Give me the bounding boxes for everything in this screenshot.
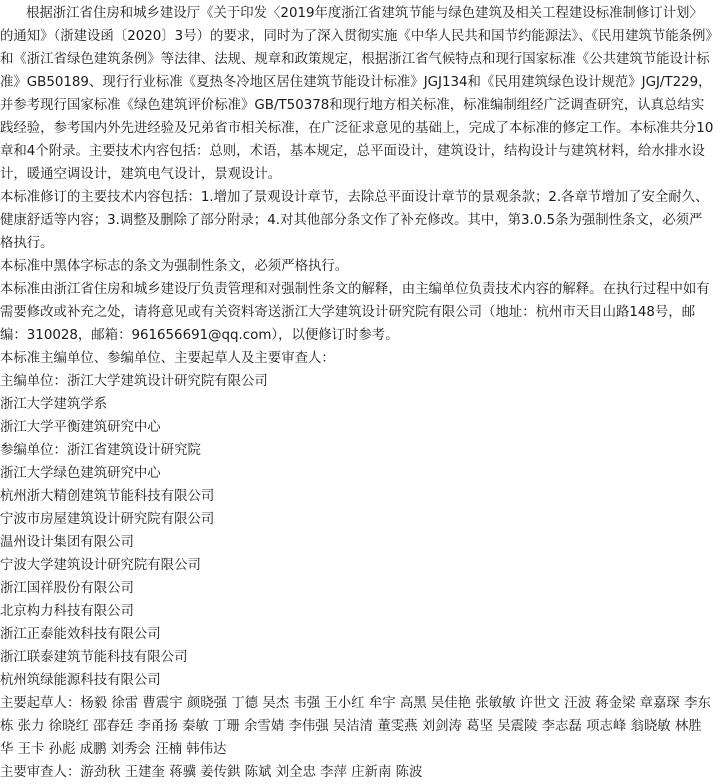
unit-line: 参编单位：浙江省建筑设计研究院 [0, 443, 201, 458]
unit-line: 温州设计集团有限公司 [0, 535, 134, 550]
reviewers-paragraph: 主要审查人：游劲秋 王建奎 蒋骥 姜传鉷 陈斌 刘全忠 李萍 庄新南 陈波 [0, 765, 423, 780]
unit-line: 浙江国祥股份有限公司 [0, 581, 134, 596]
management-paragraph: 本标准由浙江省住房和城乡建设厅负责管理和对强制性条文的解释，由主编单位负责技术内容的解释。在执行过程中如有需要修改或补充之处，请将意见或有关资料寄送浙江大学建筑设计研究院有限公司（地址：杭州市天目山路148号，邮编：310028，邮箱：961656691@qq.com），以便修订时参考。 [0, 282, 710, 343]
unit-line: 浙江大学建筑学系 [0, 397, 108, 412]
unit-line: 浙江正泰能效科技有限公司 [0, 627, 161, 642]
preface-paragraph: 根据浙江省住房和城乡建设厅《关于印发〈2019年度浙江省建筑节能与绿色建筑及相关工程建设标准制修订计划〉的通知》（浙建设函〔2020〕3号）的要求，同时为了深入贯彻实施《中华人民共和国节约能源法》、《民用建筑节能条例》和《浙江省绿色建筑条例》等法律、法规、规章和政策规定，根据浙江省气候特点和现行国家标准《公共建筑节能设计标准》GB50189、现行行业标准《夏热冬冷地区居住建筑节能设计标准》JGJ134和《民用建筑绿色设计规范》JGJ/T229，并参考现行国家标准《绿色建筑评价标准》GB/T50378和现行地方相关标准，标准编制组经广泛调查研究，认真总结实践经验，参考国内外先进经验及兄弟省市相关标准，在广泛征求意见的基础上，完成了本标准的修定工作。本标准共分10章和4个附录。主要技术内容包括：总则，术语，基本规定，总平面设计，建筑设计，结构设计与建筑材料，给水排水设计，暖通空调设计，建筑电气设计，景观设计。 [0, 6, 714, 182]
unit-line: 宁波市房屋建筑设计研究院有限公司 [0, 512, 215, 527]
unit-line: 杭州浙大精创建筑节能科技有限公司 [0, 489, 215, 504]
unit-line: 主编单位：浙江大学建筑设计研究院有限公司 [0, 374, 268, 389]
unit-line: 北京构力科技有限公司 [0, 604, 134, 619]
unit-line: 浙江大学平衡建筑研究中心 [0, 420, 161, 435]
unit-line: 宁波大学建筑设计研究院有限公司 [0, 558, 201, 573]
unit-list [0, 370, 714, 692]
revision-paragraph: 本标准修订的主要技术内容包括：1.增加了景观设计章节，去除总平面设计章节的景观条款；2.各章节增加了安全耐久、健康舒适等内容；3.调整及删除了部分附录；4.对其他部分条文作了补充修改。其中，第3.0.5条为强制性条文，必须严格执行。 [0, 190, 709, 251]
drafters-paragraph: 主要起草人：杨毅 徐雷 曹震宇 颜晓强 丁德 吴杰 韦强 王小红 牟宇 高黑 吴佳艳 张敏敏 许世文 汪波 蒋金梁 章嘉琛 李东栋 张力 徐晓红 邵春廷 李甬扬 秦敏 丁珊 余雪婧 李伟强 吴洁清 董雯燕 刘剑涛 葛坚 吴震陵 李志磊 项志峰 翁晓敏 林胜华 王卡 孙彪 成鹏 刘秀会 汪楠 韩伟达 [0, 696, 711, 757]
list-intro: 本标准主编单位、参编单位、主要起草人及主要审查人： [0, 351, 335, 366]
mandatory-paragraph: 本标准中黑体字标志的条文为强制性条文，必须严格执行。 [0, 259, 349, 274]
unit-line: 杭州筑绿能源科技有限公司 [0, 673, 161, 688]
unit-line: 浙江联泰建筑节能科技有限公司 [0, 650, 188, 665]
unit-line: 浙江大学绿色建筑研究中心 [0, 466, 161, 481]
